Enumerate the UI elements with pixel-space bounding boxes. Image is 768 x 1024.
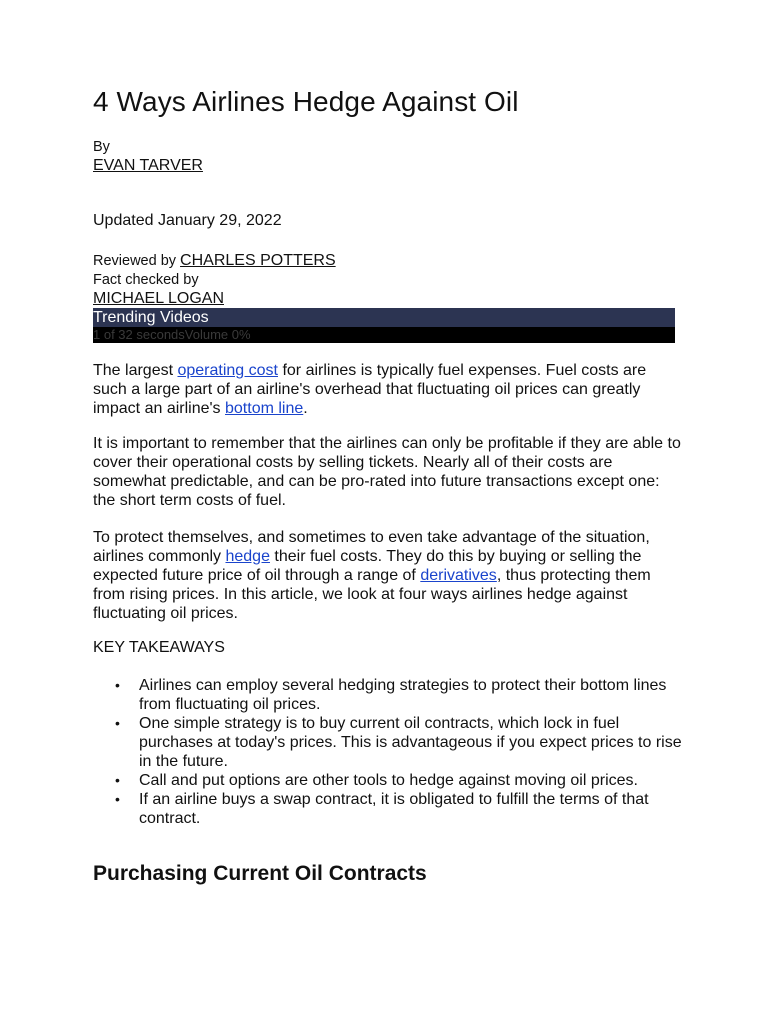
reviewer-link[interactable]: CHARLES POTTERS (180, 252, 336, 269)
list-item-text: If an airline buys a swap contract, it is obligated to fulfill the terms of that contract. (139, 791, 649, 827)
list-item (93, 790, 683, 828)
reviewed-label: Reviewed by (93, 253, 181, 269)
text-span: . (303, 400, 308, 417)
trending-videos-header: Trending Videos (93, 308, 675, 327)
paragraph-3 (93, 528, 683, 623)
text-span: To protect themselves, and sometimes to even take advantage of the situation, airlines commonly (93, 529, 650, 565)
byline-label: By (93, 139, 110, 155)
updated-date: Updated January 29, 2022 (93, 212, 282, 229)
text-span: , thus protecting them from rising prices. In this article, we look at four ways airlines hedge against fluctuating oil prices. (93, 567, 651, 622)
bullet-icon: • (115, 791, 120, 807)
fact-checked-label: Fact checked by (93, 272, 199, 288)
section-heading: Purchasing Current Oil Contracts (93, 862, 427, 885)
paragraph-1 (93, 361, 683, 418)
bottom-line-link[interactable]: bottom line (225, 400, 304, 417)
text-span: The largest (93, 362, 178, 379)
text-span: for airlines is typically fuel expenses. Fuel costs are such a large part of an airline's overhead that fluctuating oil prices can greatly impact an airline's (93, 362, 647, 417)
video-player-status[interactable]: 1 of 32 secondsVolume 0% (93, 327, 675, 343)
list-item (93, 771, 683, 790)
list-item-text: One simple strategy is to buy current oil contracts, which lock in fuel purchases at today's prices. This is advantageous if you expect prices to rise in the future. (139, 715, 682, 770)
hedge-link[interactable]: hedge (225, 548, 270, 565)
derivatives-link[interactable]: derivatives (420, 567, 497, 584)
operating-cost-link[interactable]: operating cost (177, 362, 278, 379)
key-takeaways-heading: KEY TAKEAWAYS (93, 639, 225, 656)
list-item-text: Call and put options are other tools to hedge against moving oil prices. (139, 772, 638, 789)
author-link[interactable]: EVAN TARVER (93, 157, 203, 174)
list-item (93, 714, 683, 771)
list-item (93, 676, 683, 714)
text-span: their fuel costs. They do this by buying or selling the expected future price of oil through a range of (93, 548, 642, 584)
bullet-icon: • (115, 772, 120, 788)
key-takeaways-list (93, 676, 683, 828)
reviewed-by (93, 252, 336, 270)
paragraph-2: It is important to remember that the airlines can only be profitable if they are able to cover their operational costs by selling tickets. Nearly all of their costs are somewhat predictable, and can be pro-rated into future transactions except one: the short term costs of fuel. (93, 435, 681, 509)
bullet-icon: • (115, 677, 120, 693)
bullet-icon: • (115, 715, 120, 731)
fact-checker-link[interactable]: MICHAEL LOGAN (93, 290, 224, 307)
list-item-text: Airlines can employ several hedging strategies to protect their bottom lines from fluctuating oil prices. (139, 677, 667, 713)
article-title: 4 Ways Airlines Hedge Against Oil (93, 86, 519, 117)
